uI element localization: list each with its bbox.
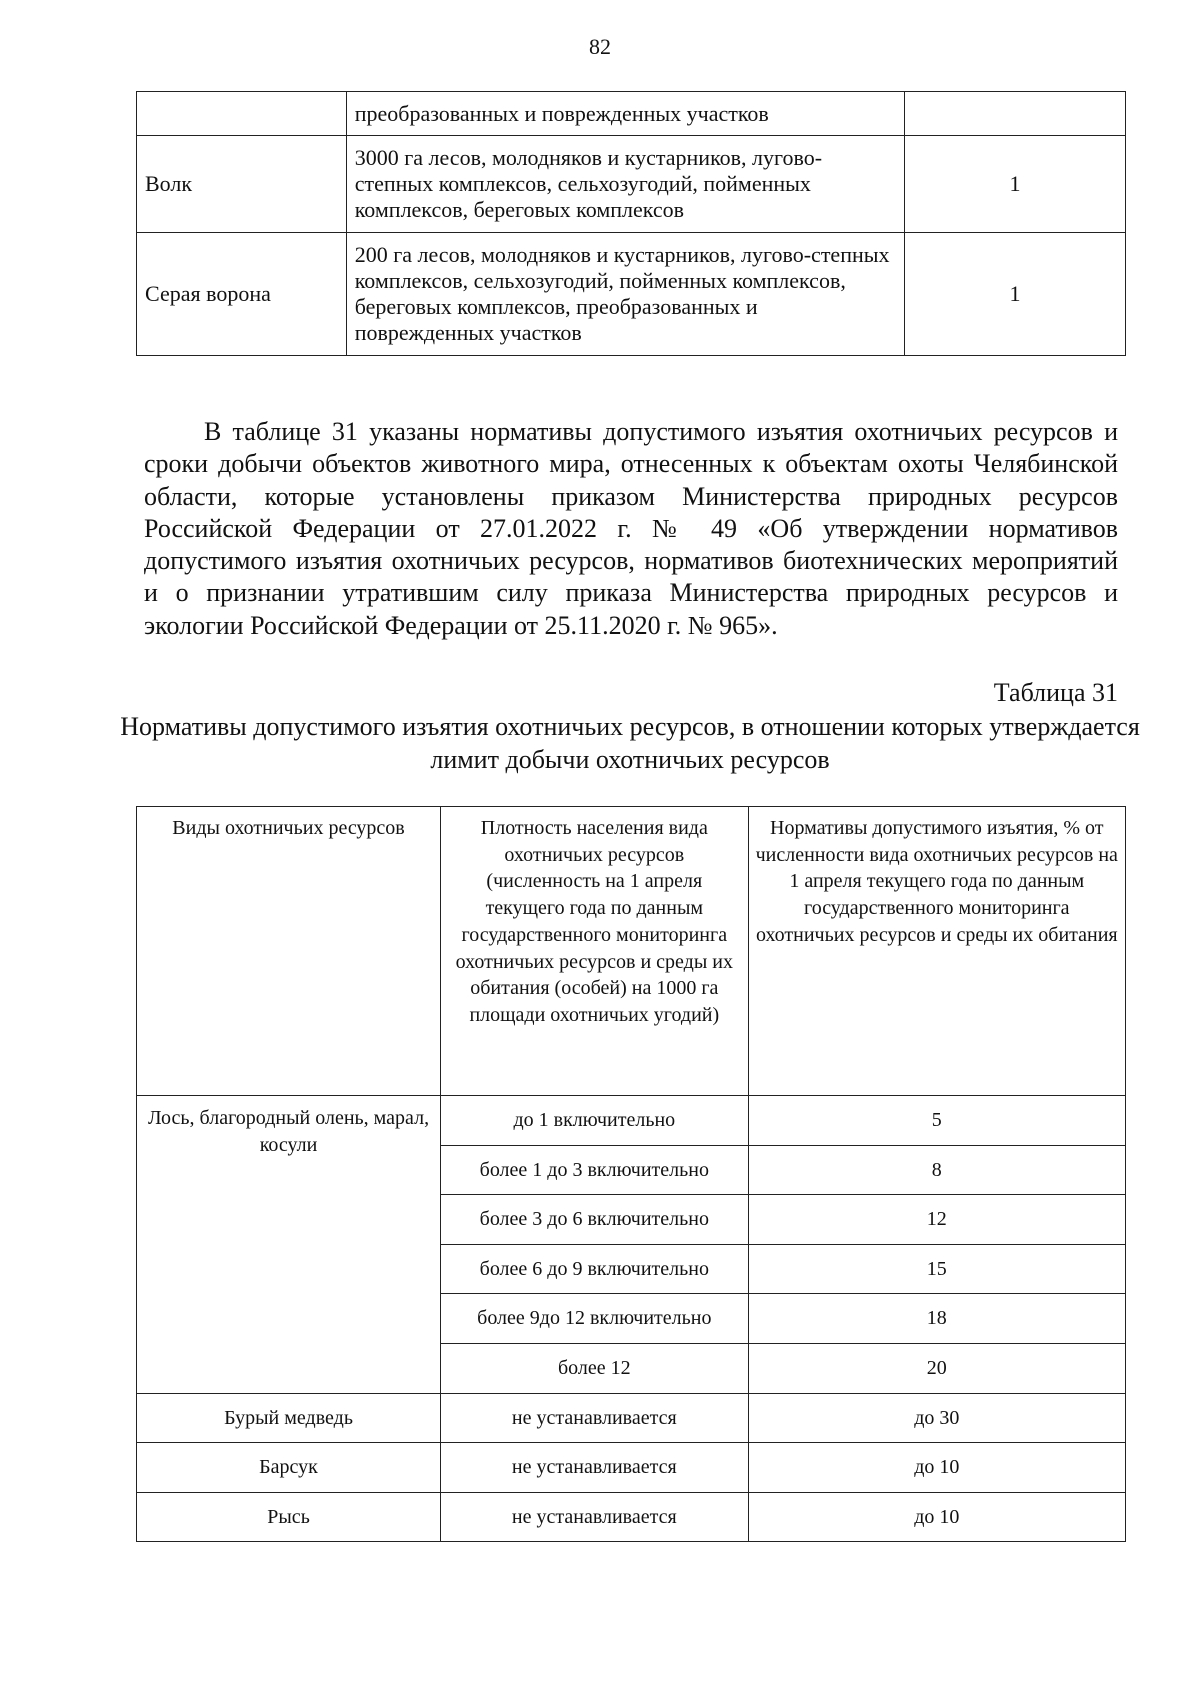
- species-group-cell: Лось, благородный олень, марал, косули: [137, 1096, 441, 1394]
- species-cell: [137, 92, 347, 136]
- norm-cell: до 10: [748, 1492, 1125, 1542]
- density-cell: до 1 включительно: [441, 1096, 749, 1146]
- norm-cell: 12: [748, 1195, 1125, 1245]
- species-cell: Рысь: [137, 1492, 441, 1542]
- species-cell: Серая ворона: [137, 233, 347, 356]
- value-cell: 1: [905, 233, 1126, 356]
- table-title: Нормативы допустимого изъятия охотничьих ресурсов, в отношении которых утверждается лимит добычи охотничьих ресурсов: [120, 712, 1140, 774]
- table-row: [137, 233, 1126, 356]
- density-cell: более 6 до 9 включительно: [441, 1244, 749, 1294]
- density-cell: более 1 до 3 включительно: [441, 1145, 749, 1195]
- norm-cell: до 10: [748, 1443, 1125, 1493]
- species-area-table-continuation: [136, 91, 1126, 356]
- norm-cell: 15: [748, 1244, 1125, 1294]
- area-cell: 200 га лесов, молодняков и кустарников, лугово-степных комплексов, сельхозугодий, пойменных комплексов, береговых комплексов, преобразованных и поврежденных участков: [346, 233, 904, 356]
- species-cell: Барсук: [137, 1443, 441, 1493]
- species-cell: Бурый медведь: [137, 1393, 441, 1443]
- density-cell: более 12: [441, 1343, 749, 1393]
- table-row: [137, 1443, 1126, 1493]
- table-row: [137, 1393, 1126, 1443]
- density-cell: не устанавливается: [441, 1393, 749, 1443]
- paragraph-text: В таблице 31 указаны нормативы допустимого изъятия охотничьих ресурсов и сроки добычи объектов животного мира, отнесенных к объектам охоты Челябинской области, которые установлены приказом Министерства природных ресурсов Российской Федерации от 27.01.2022 г. № 49 «Об утверждении нормативов допустимого изъятия охотничьих ресурсов, нормативов биотехнических мероприятий и о признании утратившим силу приказа Министерства природных ресурсов и экологии Российской Федерации от 25.11.2020 г. № 965».: [144, 417, 1118, 640]
- header-species: Виды охотничьих ресурсов: [137, 807, 441, 1096]
- table-label: Таблица 31: [993, 678, 1118, 707]
- body-paragraph: [144, 416, 1118, 642]
- table-row: [137, 92, 1126, 136]
- table-row: [137, 1492, 1126, 1542]
- density-cell: более 9до 12 включительно: [441, 1294, 749, 1344]
- harvest-norms-table: [136, 806, 1126, 1542]
- header-norm: Нормативы допустимого изъятия, % от численности вида охотничьих ресурсов на 1 апреля текущего года по данным государственного мониторинга охотничьих ресурсов и среды их обитания: [748, 807, 1125, 1096]
- table-row: [137, 136, 1126, 233]
- norm-cell: 18: [748, 1294, 1125, 1344]
- norm-cell: 8: [748, 1145, 1125, 1195]
- norm-cell: до 30: [748, 1393, 1125, 1443]
- density-cell: не устанавливается: [441, 1443, 749, 1493]
- density-cell: более 3 до 6 включительно: [441, 1195, 749, 1245]
- norm-cell: 20: [748, 1343, 1125, 1393]
- value-cell: [905, 92, 1126, 136]
- header-density: Плотность населения вида охотничьих ресурсов (численность на 1 апреля текущего года по данным государственного мониторинга охотничьих ресурсов и среды их обитания (особей) на 1000 га площади охотничьих угодий): [441, 807, 749, 1096]
- value-cell: 1: [905, 136, 1126, 233]
- table-row: [137, 1096, 1126, 1146]
- page-number: 82: [589, 34, 611, 59]
- density-cell: не устанавливается: [441, 1492, 749, 1542]
- species-cell: Волк: [137, 136, 347, 233]
- area-cell: 3000 га лесов, молодняков и кустарников, лугово-степных комплексов, сельхозугодий, пойменных комплексов, береговых комплексов: [346, 136, 904, 233]
- area-cell: преобразованных и поврежденных участков: [346, 92, 904, 136]
- norm-cell: 5: [748, 1096, 1125, 1146]
- table-header-row: [137, 807, 1126, 1096]
